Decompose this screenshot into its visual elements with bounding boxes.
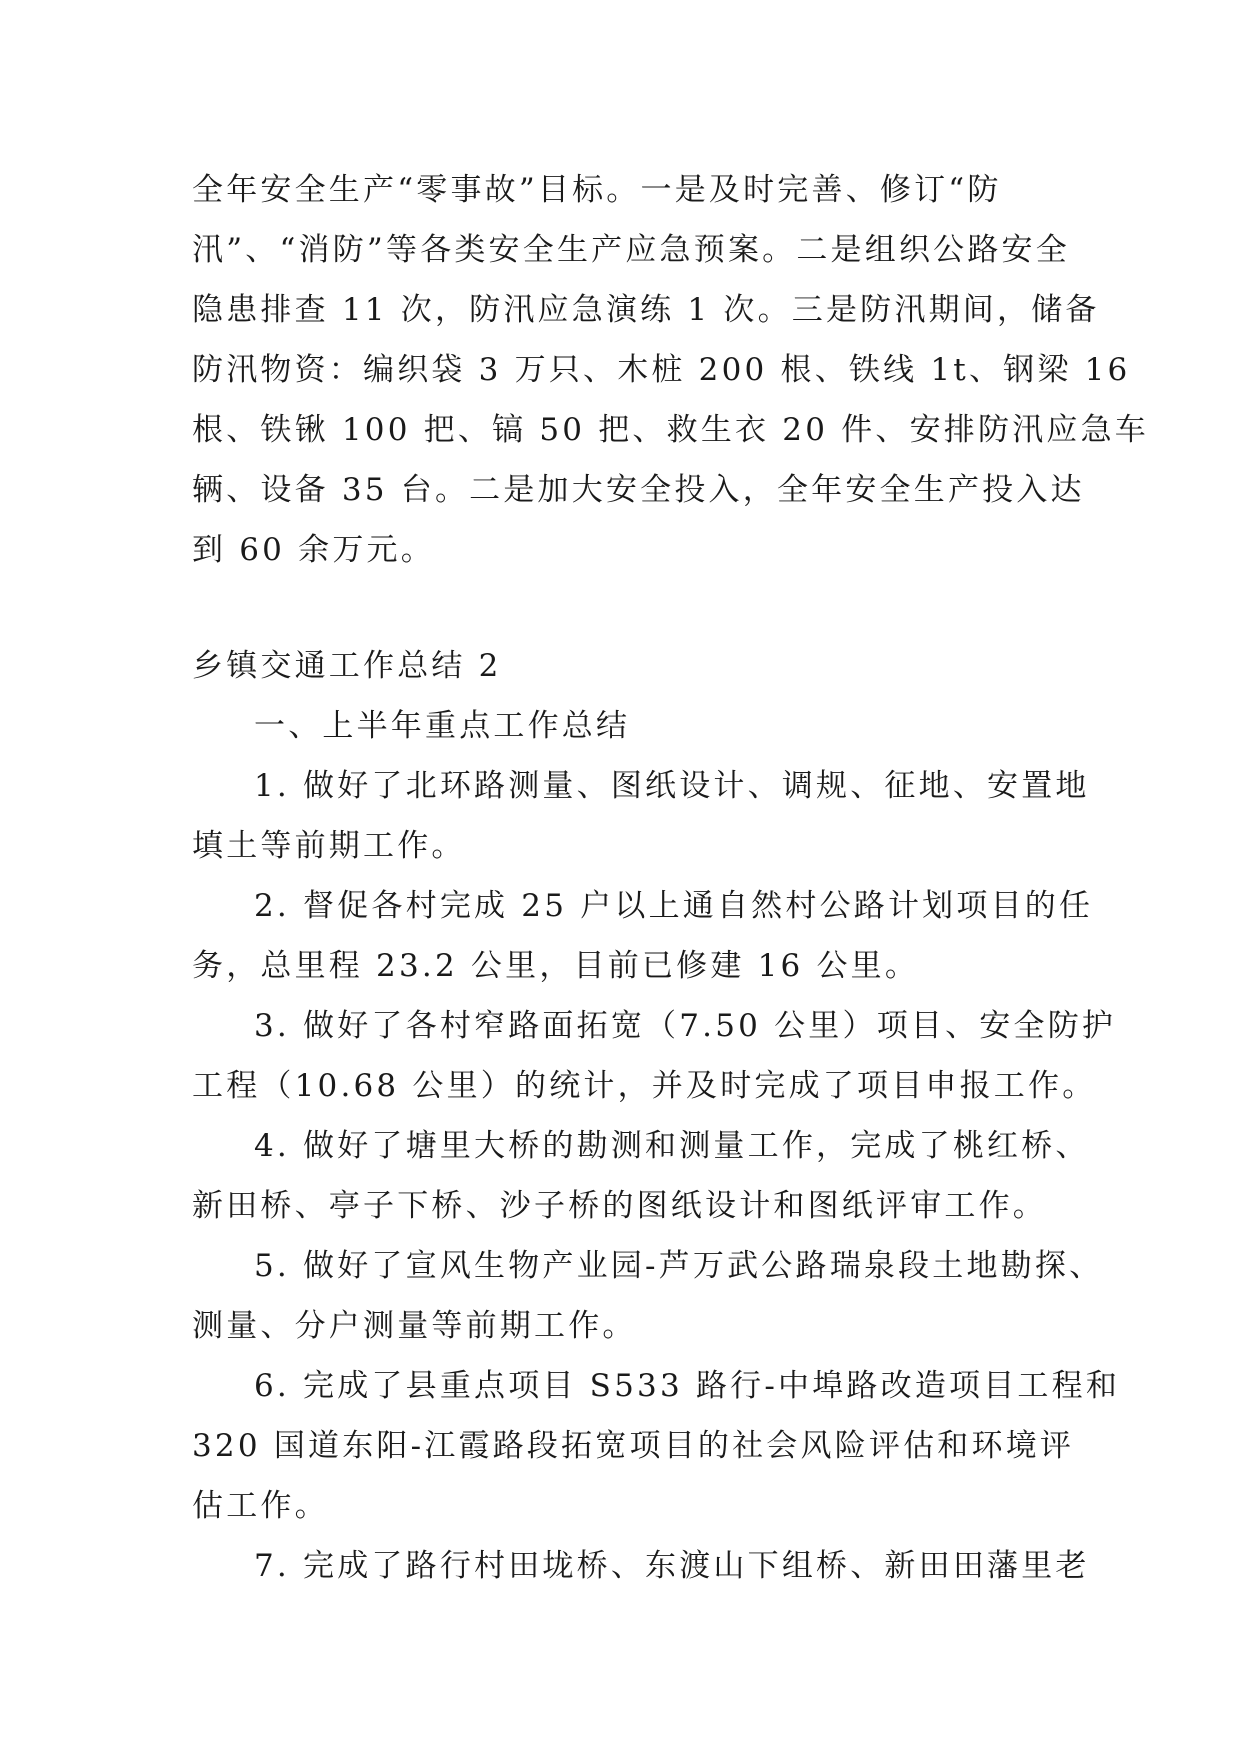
text-line: 测量、分户测量等前期工作。	[192, 1308, 637, 1344]
list-item	[192, 996, 1117, 1116]
text-line: 隐患排查 11 次，防汛应急演练 1 次。三是防汛期间，储备	[192, 292, 1100, 328]
text-line: 1. 做好了北环路测量、图纸设计、调规、征地、安置地	[254, 768, 1090, 804]
document-page	[192, 160, 1149, 1596]
list-item	[192, 1116, 1090, 1236]
text-line: 3. 做好了各村窄路面拓宽（7.50 公里）项目、安全防护	[254, 1008, 1117, 1044]
text-line: 新田桥、亭子下桥、沙子桥的图纸设计和图纸评审工作。	[192, 1188, 1047, 1224]
text-line: 估工作。	[192, 1488, 329, 1524]
text-line: 7. 完成了路行村田垅桥、东渡山下组桥、新田田藩里老	[254, 1548, 1090, 1584]
text-line: 全年安全生产“零事故”目标。一是及时完善、修订“防	[192, 172, 1002, 208]
text-line: 2. 督促各村完成 25 户以上通自然村公路计划项目的任	[254, 888, 1094, 924]
list-item	[192, 876, 1094, 996]
text-line: 辆、设备 35 台。二是加大安全投入，全年安全生产投入达	[192, 472, 1085, 508]
text-line: 6. 完成了县重点项目 S533 路行-中埠路改造项目工程和	[254, 1368, 1121, 1404]
text-line: 务，总里程 23.2 公里，目前已修建 16 公里。	[192, 948, 920, 984]
paragraph-gap	[192, 580, 1052, 636]
section-subtitle: 一、上半年重点工作总结	[254, 708, 631, 744]
text-line: 工程（10.68 公里）的统计，并及时完成了项目申报工作。	[192, 1068, 1097, 1104]
list-item	[192, 756, 1090, 876]
paragraph-safety	[192, 160, 1149, 580]
text-line: 防汛物资：编织袋 3 万只、木桩 200 根、铁线 1t、钢梁 16	[192, 352, 1131, 388]
text-line: 填土等前期工作。	[192, 828, 466, 864]
text-line: 到 60 余万元。	[192, 532, 435, 568]
section-title: 乡镇交通工作总结 2	[192, 648, 502, 684]
text-line: 4. 做好了塘里大桥的勘测和测量工作，完成了桃红桥、	[254, 1128, 1090, 1164]
text-line: 320 国道东阳-江霞路段拓宽项目的社会风险评估和环境评	[192, 1428, 1075, 1464]
text-line: 汛”、“消防”等各类安全生产应急预案。二是组织公路安全	[192, 232, 1070, 268]
text-line: 根、铁锹 100 把、镐 50 把、救生衣 20 件、安排防汛应急车	[192, 412, 1149, 448]
text-line: 5. 做好了宣风生物产业园-芦万武公路瑞泉段土地勘探、	[254, 1248, 1104, 1284]
list-item	[192, 1536, 1090, 1596]
list-item	[192, 1356, 1121, 1536]
list-item	[192, 1236, 1104, 1356]
